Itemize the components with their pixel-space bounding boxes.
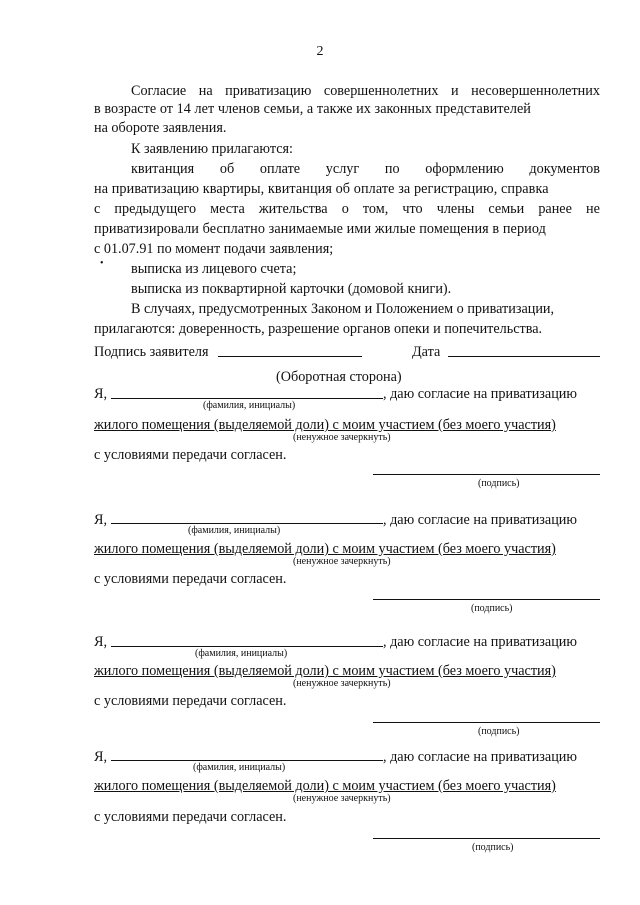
date-field[interactable]: [448, 356, 600, 357]
consent-3-fio-hint: (фамилия, инициалы): [195, 648, 288, 659]
receipt-line-2: на приватизацию квартиры, квитанция об оплате за регистрацию, справка: [94, 181, 549, 197]
consent-2-signature-field[interactable]: [373, 599, 600, 600]
consent-2-strike-hint: (ненужное зачеркнуть): [293, 556, 391, 567]
consent-4-strike-hint: (ненужное зачеркнуть): [293, 793, 391, 804]
consent-4-suffix: , даю согласие на приватизацию: [383, 749, 577, 765]
consent-1-suffix: , даю согласие на приватизацию: [383, 386, 577, 402]
intro-line-3: на обороте заявления.: [94, 120, 227, 136]
attachments-header: К заявлению прилагаются:: [131, 141, 293, 157]
consent-3-sign-hint: (подпись): [478, 726, 520, 737]
consent-3-object: жилого помещения (выделяемой доли) с моим участием (без моего участия): [94, 663, 556, 679]
consent-2-object: жилого помещения (выделяемой доли) с моим участием (без моего участия): [94, 541, 556, 557]
consent-4-conditions: с условиями передачи согласен.: [94, 809, 287, 825]
consent-3-strike-hint: (ненужное зачеркнуть): [293, 678, 391, 689]
date-label: Дата: [412, 344, 441, 360]
consent-2-fio-field[interactable]: [111, 523, 383, 524]
page-number: 2: [316, 44, 324, 59]
bullet-mark: •: [100, 258, 104, 269]
applicant-signature-field[interactable]: [218, 356, 362, 357]
cases-line-2: прилагаются: доверенность, разрешение органов опеки и попечительства.: [94, 321, 543, 337]
reverse-side-title: (Оборотная сторона): [276, 369, 402, 385]
consent-2-conditions: с условиями передачи согласен.: [94, 571, 287, 587]
signature-label: Подпись заявителя: [94, 344, 209, 360]
consent-4-fio-hint: (фамилия, инициалы): [193, 762, 286, 773]
consent-4-prefix: Я,: [94, 749, 108, 765]
consent-3-prefix: Я,: [94, 634, 108, 650]
consent-1-fio-hint: (фамилия, инициалы): [203, 400, 296, 411]
receipt-line-1: квитанция об оплате услуг по оформлению документов: [131, 161, 600, 177]
consent-3-fio-field[interactable]: [111, 646, 383, 647]
consent-1-fio-field[interactable]: [111, 398, 383, 399]
receipt-line-5: с 01.07.91 по момент подачи заявления;: [94, 241, 334, 257]
consent-3-suffix: , даю согласие на приватизацию: [383, 634, 577, 650]
consent-2-suffix: , даю согласие на приватизацию: [383, 512, 577, 528]
consent-4-sign-hint: (подпись): [472, 842, 514, 853]
consent-3-signature-field[interactable]: [373, 722, 600, 723]
intro-line-2: в возрасте от 14 лет членов семьи, а также их законных представителей: [94, 101, 531, 117]
consent-1-prefix: Я,: [94, 386, 108, 402]
consent-1-strike-hint: (ненужное зачеркнуть): [293, 432, 391, 443]
consent-2-fio-hint: (фамилия, инициалы): [188, 525, 281, 536]
extract-apartment-card: выписка из поквартирной карточки (домовой книги).: [131, 281, 452, 297]
consent-4-object: жилого помещения (выделяемой доли) с моим участием (без моего участия): [94, 778, 556, 794]
consent-2-prefix: Я,: [94, 512, 108, 528]
consent-1-object: жилого помещения (выделяемой доли) с моим участием (без моего участия): [94, 417, 556, 433]
consent-1-sign-hint: (подпись): [478, 478, 520, 489]
intro-line-1: Согласие на приватизацию совершеннолетних и несовершеннолетних: [131, 83, 600, 99]
consent-4-signature-field[interactable]: [373, 838, 600, 839]
consent-3-conditions: с условиями передачи согласен.: [94, 693, 287, 709]
consent-1-signature-field[interactable]: [373, 474, 600, 475]
consent-4-fio-field[interactable]: [111, 760, 383, 761]
extract-account: выписка из лицевого счета;: [131, 261, 297, 277]
receipt-line-3: с предыдущего места жительства о том, что члены семьи ранее не: [94, 201, 600, 217]
consent-1-conditions: с условиями передачи согласен.: [94, 447, 287, 463]
cases-line-1: В случаях, предусмотренных Законом и Положением о приватизации,: [131, 301, 555, 317]
consent-2-sign-hint: (подпись): [471, 603, 513, 614]
receipt-line-4: приватизировали бесплатно занимаемые ими жилые помещения в период: [94, 221, 546, 237]
